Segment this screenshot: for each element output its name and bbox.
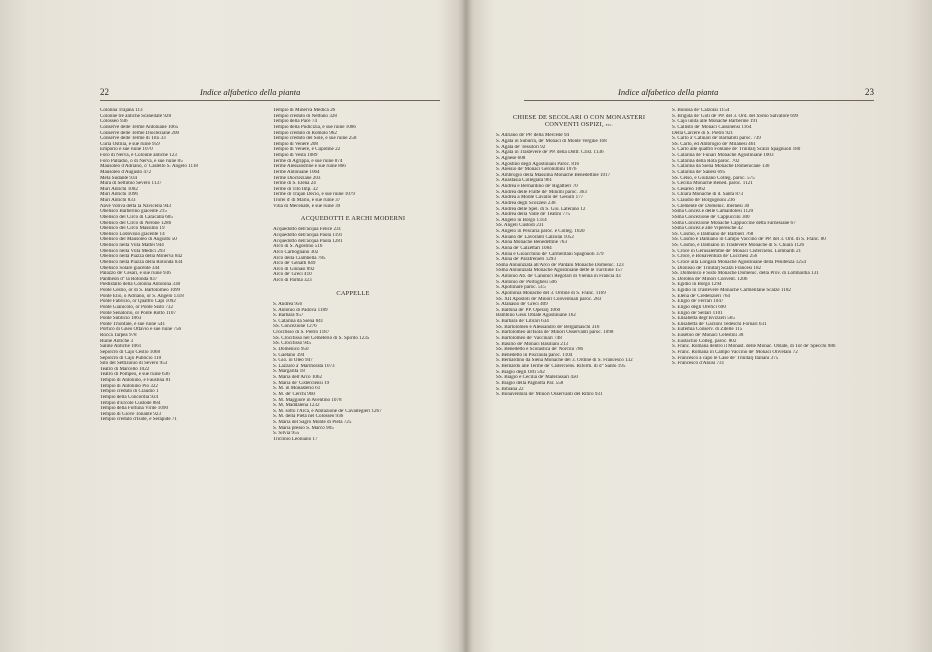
- index-entry: Tempio di Venere 208: [273, 141, 318, 147]
- index-entry: Terme di S. Elena 24: [273, 181, 316, 187]
- index-entry: Arco di Ginnasi 892: [273, 266, 315, 272]
- index-entry: S. Bartolomeo all'Isola de' Minori Osservanti paroc. 1098: [496, 330, 614, 336]
- section-heading-text: CHIESE DE SECOLARI O CON MONASTERI CONVENTI OSPIZI,: [512, 114, 646, 129]
- index-entry: Crocifisso di S. Pietro 1187: [273, 330, 330, 336]
- index-entry: S. M. Maggiore in Aventino 1078: [273, 397, 342, 403]
- index-entry: Tempio creduto del Sole, e sue ruine 258: [273, 136, 357, 142]
- running-title: Indice alfabetico della pianta: [618, 87, 719, 97]
- index-entry: Tempio creduto d'Iside, e Serapide 71: [100, 417, 177, 423]
- index-entry: S. M. in Monasterio 61: [273, 386, 321, 392]
- page-number: 23: [865, 87, 874, 97]
- index-column: [273, 108, 433, 443]
- index-entry: S. Egidio in Trastevere Monache Carmelitane Scalze 1182: [672, 288, 791, 293]
- index-entry: S. Franc. Romana dentro il Monast. delle Monac. Oblate, di Tor de' Specchi 986: [672, 344, 836, 350]
- index-entry: S. Eusebio de' Monaci Celestini 38: [672, 333, 744, 338]
- index-entry: S. Andrea degli Scozzesi 238: [496, 200, 556, 206]
- index-entry: Terme di Tito Imp. 32: [273, 186, 318, 192]
- index-entry: S. Lazzaro a' Marmorata 1073: [273, 363, 335, 369]
- index-entry: Terme Antoniane 1064: [273, 169, 320, 175]
- index-entry: S. Bonosa de' Calzolai 1154: [672, 108, 730, 113]
- index-entry: S. Basilio de' Monaci Basiliani 213: [496, 341, 568, 347]
- index-entry: Tempio di Antonino, e Faustina 81: [100, 378, 171, 383]
- index-entry: S. Elisabetta degl'Isvizzeri 565: [672, 316, 735, 322]
- index-entry: Muri Antichi 1082: [100, 186, 138, 192]
- index-entry: Meta Sudante 934: [100, 175, 138, 181]
- index-entry: S. Alessio de' Monaci Geronimini 1076: [496, 167, 577, 173]
- page-number: 22: [100, 87, 109, 97]
- index-entry: SS. Celso, e Giuliano Colleg. paroc. 575: [672, 175, 755, 181]
- index-entry: S. Andrea e Bernardino de' Rigattieri 70: [496, 184, 578, 190]
- index-column: [672, 108, 836, 367]
- right-page: [466, 0, 932, 652]
- index-entry: S. Egidio in Borgo 1294: [672, 282, 722, 288]
- index-entry: S. M. de' Cerchi 960: [273, 391, 315, 397]
- index-entry: Sepolcro di Cajo Publicio 110: [100, 355, 162, 361]
- index-entry: S. Dionisio de' Trinitarj Scalzi Francesi 182: [672, 265, 762, 271]
- index-entry: Arco de' Greci 410: [273, 272, 312, 278]
- index-entry: Conserve delle Terme Diocleziane 200: [100, 130, 180, 136]
- index-entry: S. Chiara Monache di d. Santa 873: [672, 192, 744, 198]
- index-entry: S. Atanasio de' Greci 409: [496, 302, 548, 308]
- index-entry: Ponte Gianicolo, or Ponte Sisto 732: [100, 304, 174, 310]
- index-entry: S. Barbara de' Librari 634: [496, 319, 549, 325]
- index-entry: Ponte Cestio, or di S. Bartolomeo 1099: [100, 288, 181, 293]
- index-entry: S. Claudio de' Borgognoni 236: [672, 198, 735, 203]
- index-entry: Conserve delle Terme Antoniane 1065: [100, 124, 179, 130]
- index-entry: S. Bernardo alle Terme de' Cisterciens. Riform. di d° Santo 195: [496, 364, 626, 370]
- index-entry: S. Anna de' Calzettari 1084: [496, 245, 552, 251]
- index-entry: S. Croce in Gerusalemme de' Monaci Cisterciens. Lombardi 21: [672, 248, 802, 254]
- index-entry: Obelisco Lodovisio giacente 14: [100, 231, 165, 237]
- index-entry: S. Gio. in Oleo 947: [273, 358, 313, 364]
- index-entry: SSma Concezione de' Cappuccini 300: [672, 214, 750, 220]
- index-entry: S. Balbina de' PP. Operarj 1060: [496, 307, 561, 313]
- index-entry: S. Eligio de' Sellari 1101: [672, 310, 723, 316]
- index-entry: S. Eustachio Colleg. paroc. 802: [672, 338, 737, 344]
- index-entry: Villa di Mecenate, e sue ruine 39: [273, 203, 341, 209]
- index-entry: S. Elisabetta de' Garzoni Tedeschi Fornari 631: [672, 321, 767, 327]
- index-entry: Teatro di Marcello 1022: [100, 366, 150, 372]
- index-entry: Piedistallo della Colonna Antonina 338: [100, 282, 181, 288]
- index-entry: Foro Palladio, o di Nerva, e sue ruine 85: [100, 158, 183, 164]
- index-entry: S. Gaetano 394: [273, 352, 305, 358]
- section-heading: CAPPELLE: [336, 289, 370, 297]
- index-entry: Sepolcro di Cajo Cestio 1068: [100, 349, 160, 355]
- index-entry: SS. Cosmo, e Damiano de' Barbieri 768: [672, 231, 754, 237]
- index-entry: Obelisco Barberino giacente 215: [100, 209, 167, 215]
- index-entry: S. Ambrogio della Massima Monache Benedettine 1017: [496, 172, 611, 178]
- index-entry: Trofei d' di Mario, e sue ruine 37: [273, 198, 341, 203]
- index-entry: SSma Annunziata all'Arco de' Pantani Monache Domenic. 123: [496, 262, 624, 268]
- index-entry: S. Andrea delle Fratte de' Minimi paroc. 363: [496, 189, 587, 195]
- index-entry: S. Carlo alle quattro Fontane de' Trinitarj Scalzi Spagnuoli 180: [672, 147, 801, 153]
- index-entry: Pantheon d° la Rotonda 837: [100, 276, 158, 282]
- index-entry: Palazzo de' Cesari, e sue ruine 936: [100, 271, 171, 277]
- index-entry: Mausoleo d'Augusto 472: [100, 169, 152, 175]
- index-entry: SSma Annunziata Monache Agostiniane dette le Turchine 157: [496, 268, 623, 274]
- index-entry: Tempio della Pace 74: [273, 119, 317, 125]
- index-entry: S. Bibiana 22: [496, 386, 524, 392]
- index-entry: S. Agata de' Tessitori 92: [496, 144, 546, 150]
- index-entry: Triclinio Leoniano 17: [273, 436, 318, 442]
- index-entry: SS. Cosmo e Damiano in Campo Vaccino de' PP. del 3. Ord. di S. Franc. 80: [672, 237, 826, 243]
- index-entry: S. Adriano de' PP. della Mercede 94: [496, 133, 570, 139]
- index-entry: S. Agostino degli Agostiniani Paroc. 816: [496, 161, 580, 167]
- index-entry: Obelisco nella Piazza della Rotonda 834: [100, 259, 183, 265]
- index-entry: Ponte Senatorio, or Ponte Rotto 1107: [100, 310, 176, 316]
- index-entry: Arco di Parma 323: [273, 278, 312, 284]
- index-entry: Obelisco nella Villa Medici 293: [100, 248, 165, 254]
- index-entry: SSma Concez.e alle Viperesche 42: [672, 226, 743, 232]
- index-entry: S. Benedetto in Piscinula paroc. 1104: [496, 352, 573, 358]
- index-entry: Obelisco nella Piazza della Minerva 842: [100, 254, 183, 260]
- index-entry: Colonne tre antiche Scanellate 928: [100, 113, 172, 119]
- index-entry: Arco de' Genatti 849: [273, 261, 316, 267]
- index-entry: Terme Diocleziane 203: [273, 175, 321, 181]
- index-entry: S. Cajo unita alle Monache Barberine 191: [672, 119, 758, 125]
- index-entry: S. Anastasia Collegiata 961: [496, 178, 553, 184]
- index-entry: S. Agata in Trastevere de' PP. della Dottr. Crist. 1136: [496, 150, 604, 156]
- index-entry: Teatro di Pompeo, e sue ruine 636: [100, 372, 170, 378]
- index-entry: S. Croce alla Longara Monache Agostiniane della Penitenza 1254: [672, 259, 806, 265]
- index-entry: Tempio di Minerva Medica 26: [273, 108, 336, 113]
- index-entry: S. Maria dell'Arco 1062: [273, 375, 323, 381]
- index-entry: S. Catarina de' Funari Monache Agostiniane 1003: [672, 153, 774, 158]
- index-list: [273, 108, 433, 209]
- index-entry: S. Andrea delle Spel. di S. Gio. Laterano 12: [496, 206, 586, 212]
- index-list: [273, 227, 433, 283]
- index-entry: Emporio e sue ruine 1070: [100, 147, 153, 153]
- index-entry: SS. Crocifisso 945: [273, 341, 312, 347]
- index-entry: S. Cesareo 1062: [672, 186, 706, 192]
- index-entry: S. Anna de' Parafrenieri 1293: [496, 257, 556, 263]
- index-entry: Obelisco del Mausoleo di Augusto 50: [100, 237, 177, 243]
- index-entry: Tempio creduto di Nettuno 328: [273, 113, 337, 119]
- index-entry: Ponte Elio, o Adriano, or S. Angelo 1318: [100, 293, 184, 299]
- index-entry: S. Cecilia Monache Bened. paroc. 1121: [672, 181, 753, 187]
- index-entry: SS. Concezione 1276: [273, 324, 317, 330]
- index-entry: S. Catarina da Siena 841: [273, 318, 324, 324]
- index-entry: S. Bernardino da Siena Monache del 3. Ordine di S. Francesco 132: [496, 358, 633, 364]
- index-entry: S. Bonaventura de' Minori Osservanti del Ritiro 931: [496, 392, 603, 398]
- index-entry: Portico di Gneo Ottavio e sue ruine 756: [100, 327, 182, 333]
- index-entry: S. Brigida de' Goti de' PP. del 3. Ord. del SSmo Salvatore 699: [672, 113, 799, 119]
- index-entry: S. Margarita 18: [273, 369, 305, 375]
- index-entry: Sito del Settizonio di Severo 953: [100, 361, 168, 367]
- index-entry: Arco di S. Agostino 516: [273, 244, 323, 250]
- index-entry: S. Domenico 950: [273, 346, 309, 352]
- index-entry: Terme di Agrippa, e sue ruine 874: [273, 158, 343, 164]
- index-entry: S. Francesco d'Assisi 731: [672, 361, 725, 367]
- section-heading: [496, 114, 662, 128]
- index-entry: S. Silvia 955: [273, 431, 300, 437]
- index-list: [496, 133, 662, 397]
- index-entry: Terme Alessandrine e sue ruine 866: [273, 164, 346, 170]
- index-entry: SSma Concez.e delle Camaldolesi 1120: [672, 209, 754, 215]
- index-entry: Arco della Ciambella 785: [273, 255, 326, 261]
- index-entry: Tempio di Giove Tonante 923: [100, 411, 161, 417]
- index-entry: Obelisco nella Villa Mattei 944: [100, 243, 164, 248]
- index-entry: S. Bartolomeo de' Vaccinari 748: [496, 335, 562, 341]
- index-entry: S. Clemente de' Domenic. Ibernesi 30: [672, 203, 750, 209]
- index-entry: S. Aniano de' Lavoranti Calzolai 1052: [496, 234, 574, 240]
- running-head-left: [100, 86, 440, 101]
- index-entry: Tempio di Venere, e Cupidine 22: [273, 147, 341, 153]
- index-entry: S. M. della Pietà nel Colosseo 936: [273, 414, 344, 420]
- index-entry: S. Eufemia Conserv. di Zitelle 115: [672, 327, 743, 333]
- index-entry: Rocca Tarpea 978: [100, 333, 137, 338]
- index-entry: Mausoleo d'Adriano, o' Castello S. Angelo 1118: [100, 164, 198, 170]
- index-entry: S. Agnese 608: [496, 155, 526, 161]
- index-entry: Muri Antichi 833: [100, 198, 136, 203]
- index-entry: Della Carcere di S. Pietro 921: [672, 130, 734, 136]
- index-entry: Tempio creduto di Claudio 1: [100, 389, 159, 395]
- index-entry: SSma Concezione Monache Cappuccine detta Farnesiane 67: [672, 220, 796, 226]
- index-entry: S. M. sotto l'Arca, e Abitazione de' Cavallegieri 1267: [273, 408, 382, 414]
- index-entry: S. Antonio de' Portoghesi 506: [496, 279, 557, 285]
- index-entry: Muri Antichi 1096: [100, 192, 138, 198]
- index-entry: S. Biagio degli Orti 592: [496, 369, 545, 375]
- index-entry: S. Anna e Gioacchino de' Carmelitani Spagnuoli 379: [496, 251, 604, 257]
- index-entry: S. Maria del Sagro Monte di Pietà 725: [273, 420, 352, 426]
- index-entry: SS. Domenico e Sisto Monache Domenic. della Prov. di Lombardia 131: [672, 271, 819, 277]
- index-entry: SS. Bartolomeo e Alessandro de' Bergamaschi 316: [496, 324, 600, 330]
- index-entry: Obelisco del Circo di Nerone 1286: [100, 220, 172, 226]
- index-entry: S. Antonio Ab. de' Canonici Regolari di Vienna in Francia 43: [496, 274, 621, 280]
- index-entry: Acquedotto dell'acqua Felice 231: [273, 227, 342, 233]
- index-entry: Tempio della Fortuna Virile 1090: [100, 406, 168, 412]
- index-entry: S. Eligio de' Ferrari 1047: [672, 299, 724, 305]
- index-entry: Obelisco del Circo Massimo 19: [100, 226, 165, 232]
- index-column: [496, 108, 662, 398]
- index-entry: S. Angelo in Pescaria paroc. e Colleg. 1020: [496, 229, 585, 235]
- index-entry: S. Catarina de' Sanesi 695: [672, 169, 726, 175]
- index-entry: Tempio di Vesta 1089: [273, 153, 318, 158]
- index-entry: S. Dorotea de' Minori Convent. 1206: [672, 276, 748, 282]
- index-entry: S. Catarina della Rota paroc. 702: [672, 158, 740, 164]
- index-entry: SS. XII Apostoli de' Minori Conventuali paroc. 283: [496, 296, 602, 302]
- index-entry: S. Agata in Suburra, de' Monaci di Monte Vergine 168: [496, 139, 607, 145]
- index-entry: Foro di Nerva, e Colonne antiche 123: [100, 153, 177, 158]
- index-entry: Terme di Trajan Decio, e sue ruine 1079: [273, 192, 355, 198]
- index-entry: Obelisco Solare giacente 344: [100, 265, 160, 271]
- index-entry: S. Franc. Romana in Campo Vaccino de' Monaci Olivetani 72: [672, 349, 798, 355]
- index-entry: Bambino Gesù Oblate Agostiniane 162: [496, 313, 576, 319]
- index-entry: Conserve delle Terme di Tito 33: [100, 136, 166, 142]
- index-entry: S. Croce, e Bonaventura de' Lucchesi 256: [672, 254, 758, 260]
- index-entry: S. Francesco a capo le Case de' Trinitarj Italiani 375: [672, 355, 779, 361]
- index-entry: S. Andrea della Valle de' Teatini 775: [496, 212, 571, 218]
- index-entry: SS. Angeli Custodi 231: [496, 223, 544, 229]
- index-entry: S. Elena de' Credenzieri 764: [672, 293, 730, 299]
- running-title: Indice alfabetico della pianta: [200, 87, 301, 97]
- index-entry: SS. Cosmo, e Damiano in Trastevere Monache di S. Chiara 1126: [672, 243, 805, 248]
- index-entry: S. M. Maddalena 1232: [273, 403, 320, 409]
- index-entry: Obelisco del Circo di Caracalla 605: [100, 214, 173, 220]
- index-entry: S. Barbara 957: [273, 313, 304, 319]
- index-entry: Ponte Sublicio 1063: [100, 316, 142, 322]
- index-entry: Colonna Trajana 113: [100, 108, 143, 113]
- index-entry: Tempio di Antonino Pio 322: [100, 383, 158, 389]
- index-entry: S. Apollinare paroc. 515: [496, 285, 546, 291]
- index-entry: S. Andrea 956: [273, 301, 303, 307]
- index-entry: S. Eligio degli Orefici 690: [672, 304, 726, 310]
- index-entry: SS. Carlo, ed Ambrogio de' Milanesi 461: [672, 141, 756, 147]
- index-entry: Tempio d'Ercole Custode 884: [100, 400, 161, 406]
- section-heading: ACQUEDOTTI E ARCHI MODERNI: [300, 215, 406, 223]
- index-entry: S. Maria de' Cisterciensi 19: [273, 380, 330, 386]
- index-entry: S. Anna Monache Benedettine 763: [496, 240, 567, 246]
- index-entry: Arco Carbognano 302: [273, 249, 319, 255]
- running-head-right: [524, 86, 874, 101]
- index-entry: Nave Votiva detta la Navicella 943: [100, 203, 171, 209]
- index-entry: S. Callisto de' Monaci Cassinensi 1164: [672, 124, 752, 130]
- index-entry: SS. Crocifisso nel Cemeterio di S. Spirito 1235: [273, 335, 370, 341]
- index-entry: Ponte Fabricio, or Quattro Capi 1092: [100, 299, 176, 305]
- section-heading-etc: etc.: [605, 122, 614, 128]
- index-entry: S. Angelo in Borgo 1314: [496, 217, 547, 223]
- index-entry: S. Antonio di Padova 1189: [273, 307, 328, 313]
- index-entry: Saline Antiche 1061: [100, 344, 142, 350]
- index-entry: Tempio della Pudicizia, e sue ruine 1086: [273, 124, 356, 130]
- index-entry: Ponte Trionfale, e sue ruine 541: [100, 321, 166, 327]
- index-entry: Mura di Settimio Severo 1137: [100, 181, 162, 187]
- index-entry: SS. Benedetto e Scolastica de' Norcini 786: [496, 347, 584, 353]
- index-entry: S. Carlo a' Catinari de' Barnabiti paroc. 739: [672, 136, 761, 142]
- index-entry: Colosseo 936: [100, 119, 128, 125]
- index-entry: SS. Biagio e Cecilia de' Materassari 450: [496, 375, 578, 381]
- index-entry: S. Catarina da Siena Monache Domenicane 130: [672, 164, 770, 170]
- index-entry: S. Apollonia Monache del 3. Ordine di S. Franc. 1169: [496, 290, 606, 296]
- index-entry: S. Maria presso S. Marco 905: [273, 425, 334, 431]
- index-entry: S. Biagio della Pagnotta Par. 558: [496, 380, 564, 386]
- index-entry: S. Andrea a Monte Cavallo de' Gesuiti 177: [496, 195, 584, 201]
- index-entry: Tempio creduto di Romolo 962: [273, 130, 337, 136]
- index-entry: Acquedotto dell'acqua Paola 1191: [273, 233, 343, 239]
- index-list: [273, 302, 433, 443]
- index-column: [100, 108, 228, 423]
- index-entry: Tempio della Concordia 924: [100, 394, 159, 400]
- index-entry: Ruine Antiche 3: [100, 338, 134, 344]
- index-entry: Acquedotto dell'acqua Paola 1281: [273, 238, 343, 244]
- index-entry: Curia Ostilia, e sue ruine 959: [100, 141, 160, 147]
